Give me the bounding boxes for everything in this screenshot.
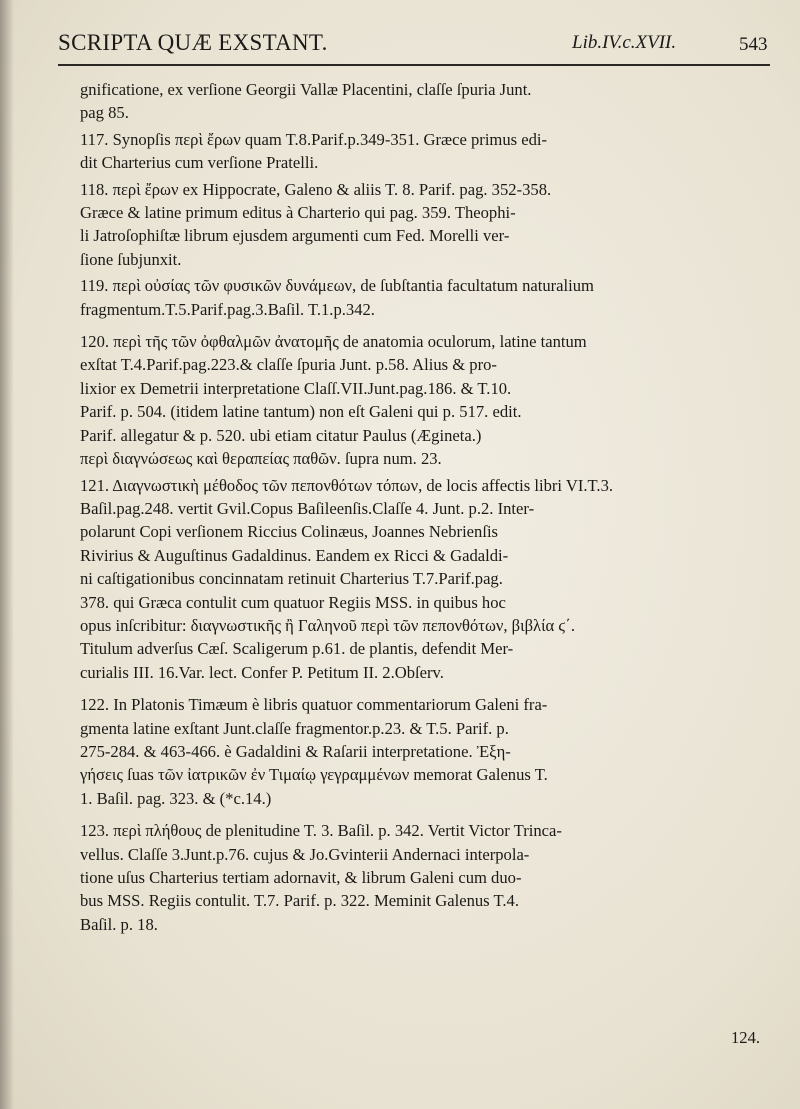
text-line: dit Charterius cum verſione Pratelli. [80, 153, 319, 173]
catchword: 124. [731, 1028, 761, 1047]
text-line: 120. περὶ τῆς τῶν ὀφθαλμῶν ἀνατομῆς de anatomia oculorum, latine tantum [80, 332, 587, 352]
text-line: gnificatione, ex verſione Georgii Vallæ Placentini, claſſe ſpuria Junt. [80, 80, 532, 99]
text-line: li Jatroſophiſtæ librum ejusdem argumenti cum Fed. Morelli ver- [80, 226, 510, 246]
catalogue-entry [80, 819, 770, 936]
entry-spacer [80, 684, 770, 693]
text-line: ni caſtigationibus concinnatam retinuit Charterius T.7.Parif.pag. [80, 569, 503, 589]
text-line: ſione ſubjunxit. [80, 249, 182, 269]
entry-spacer [80, 321, 770, 330]
catalogue-entry [80, 330, 770, 470]
text-line: curialis III. 16.Var. lect. Confer P. Petitum II. 2.Obſerv. [80, 662, 444, 682]
text-line: bus MSS. Regiis contulit. T.7. Parif. p. 322. Meminit Galenus T.4. [80, 891, 519, 911]
text-line: 122. In Platonis Timæum è libris quatuor commentariorum Galeni fra- [80, 695, 548, 715]
entry-spacer [80, 810, 770, 819]
text-line: lixior ex Demetrii interpretatione Claſſ.VII.Junt.pag.186. & T.10. [80, 378, 512, 398]
text-line: exſtat T.4.Parif.pag.223.& claſſe ſpuria Junt. p.58. Alius & pro- [80, 355, 497, 375]
text-line: 1. Baſil. pag. 323. & (*c.14.) [80, 788, 272, 808]
running-reference: Lib.IV.c.XVII. [572, 32, 677, 53]
text-line: περὶ διαγνώσεως καὶ θεραπείας παθῶν. ſupra num. 23. [80, 449, 442, 469]
text-line: Baſil. p. 18. [80, 914, 158, 934]
catalogue-entry [80, 78, 770, 125]
text-line: 123. περὶ πλήθους de plenitudine T. 3. Baſil. p. 342. Vertit Victor Trinca- [80, 821, 562, 841]
catalogue-entry [80, 128, 770, 175]
text-line: Titulum adverſus Cæſ. Scaligerum p.61. de plantis, defendit Mer- [80, 639, 514, 659]
text-line: opus inſcribitur: διαγνωστικῆς ἢ Γαληνοῦ περὶ τῶν πεπονθότων, βιβλία ϛ΄. [80, 615, 576, 635]
catalogue-entry [80, 178, 770, 272]
text-line: gmenta latine exſtant Junt.claſſe fragmentor.p.23. & T.5. Parif. p. [80, 718, 509, 738]
text-line: 275-284. & 463-466. è Gadaldini & Raſarii interpretatione. Ἐξη- [80, 741, 511, 761]
text-line: Rivirius & Auguſtinus Gadaldinus. Eandem ex Ricci & Gadaldi- [80, 545, 509, 565]
text-line: pag 85. [80, 103, 129, 123]
catalogue-entry [80, 274, 770, 321]
text-line: γήσεις ſuas τῶν ἰατρικῶν ἐν Τιμαίῳ γεγραμμένων memorat Galenus T. [80, 765, 548, 785]
text-line: Parif. allegatur & p. 520. ubi etiam citatur Paulus (Ægineta.) [80, 425, 482, 445]
page-header [58, 30, 770, 76]
catalogue-entry [80, 693, 770, 810]
text-line: 378. qui Græca contulit cum quatuor Regiis MSS. in quibus hoc [80, 592, 506, 612]
text-line: vellus. Claſſe 3.Junt.p.76. cujus & Jo.Gvinterii Andernaci interpola- [80, 844, 530, 864]
text-line: tione uſus Charterius tertiam adornavit, & librum Galeni cum duo- [80, 868, 522, 887]
page-number: 543 [739, 34, 768, 55]
text-line: fragmentum.T.5.Parif.pag.3.Baſil. T.1.p.342. [80, 299, 375, 319]
page-gutter-shadow [0, 0, 14, 1109]
header-rule [58, 64, 770, 66]
running-title: SCRIPTA QUÆ EXSTANT. [58, 30, 328, 55]
text-line: Baſil.pag.248. vertit Gvil.Copus Baſileenſis.Claſſe 4. Junt. p.2. Inter- [80, 498, 535, 518]
text-line: Græce & latine primum editus à Charterio qui pag. 359. Theophi- [80, 203, 516, 223]
text-line: 119. περὶ οὐσίας τῶν φυσικῶν δυνάμεων, de ſubſtantia facultatum naturalium [80, 276, 594, 296]
catalogue-entry [80, 474, 770, 685]
text-line: 118. περὶ ἔρων ex Hippocrate, Galeno & aliis T. 8. Parif. pag. 352-358. [80, 179, 552, 199]
text-line: Parif. p. 504. (itidem latine tantum) non eſt Galeni qui p. 517. edit. [80, 402, 522, 422]
body-text [80, 78, 770, 936]
text-line: 121. Διαγνωστικὴ μέθοδος τῶν πεπονθότων τόπων, de locis affectis libri VI.T.3. [80, 475, 614, 495]
text-line: 117. Synopſis περὶ ἔρων quam T.8.Parif.p.349-351. Græce primus edi- [80, 129, 548, 149]
text-line: polarunt Copi verſionem Riccius Colinæus, Joannes Nebrienſis [80, 522, 499, 542]
